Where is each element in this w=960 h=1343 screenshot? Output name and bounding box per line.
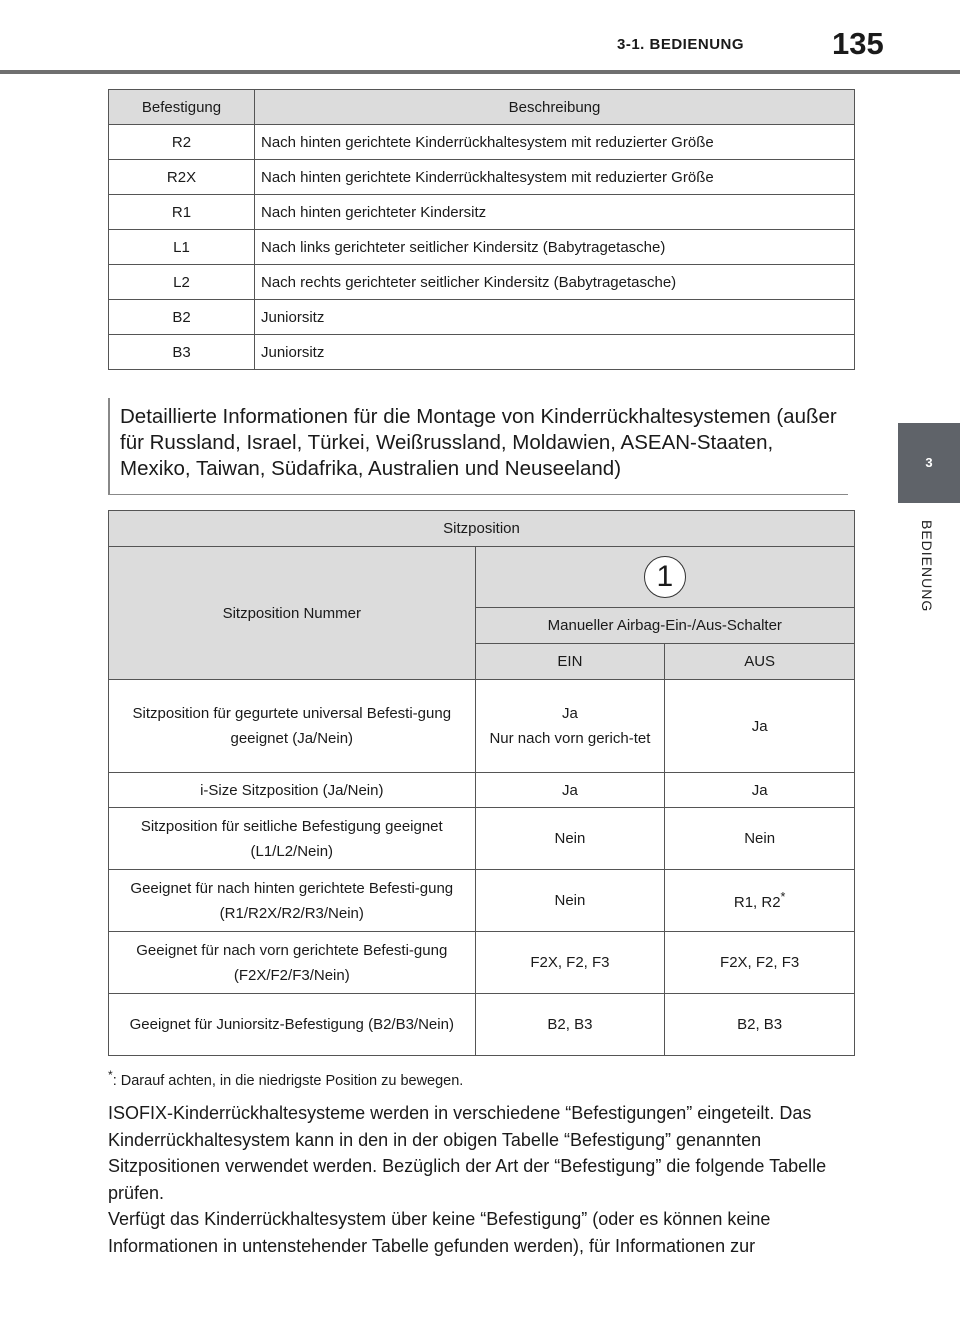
fixture-description: Nach rechts gerichteter seitlicher Kindersitz (Babytragetasche) — [255, 265, 855, 300]
table-title-row — [109, 511, 855, 547]
on-note: Nur nach vorn gerich-tet — [489, 730, 651, 747]
table-row — [109, 160, 855, 195]
table-row — [109, 680, 855, 773]
fixture-code: B3 — [109, 335, 255, 370]
body-paragraph: Verfügt das Kinderrückhaltesystem über keine “Befestigung” (oder es können keine Informationen in untenstehender Tabelle gefunden werden), für Informationen zur — [108, 1209, 771, 1256]
page-number: 135 — [832, 26, 884, 61]
row-on-value: Ja — [475, 773, 665, 808]
fixture-code: L2 — [109, 265, 255, 300]
fixture-description: Nach links gerichteter seitlicher Kindersitz (Babytragetasche) — [255, 230, 855, 265]
row-on-value: B2, B3 — [475, 994, 665, 1056]
seat-number-label: Sitzposition Nummer — [109, 547, 476, 680]
table-title: Sitzposition — [109, 511, 855, 547]
table-row — [109, 230, 855, 265]
table-row — [109, 335, 855, 370]
row-on-value — [475, 680, 665, 773]
table-header-row — [109, 90, 855, 125]
table-row — [109, 265, 855, 300]
footnote-marker: * — [780, 890, 786, 904]
fixture-code: L1 — [109, 230, 255, 265]
header-divider — [0, 70, 960, 74]
table-row — [109, 808, 855, 870]
row-off-value: B2, B3 — [665, 994, 855, 1056]
footnote — [108, 1068, 463, 1089]
row-off-value: F2X, F2, F3 — [665, 932, 855, 994]
chapter-tab: 3 — [898, 423, 960, 503]
seat-position-table — [108, 510, 855, 1056]
section-heading-box — [108, 398, 848, 495]
off-value: R1, R2 — [733, 894, 781, 911]
fixture-code: R2X — [109, 160, 255, 195]
table-header-row — [109, 547, 855, 608]
fixture-code: R2 — [109, 125, 255, 160]
seat-number-cell — [475, 547, 854, 608]
fixture-description: Nach hinten gerichtete Kinderrückhaltesystem mit reduzierter Größe — [255, 160, 855, 195]
column-header: Befestigung — [109, 90, 255, 125]
section-heading: Detaillierte Informationen für die Montage von Kinderrückhaltesystemen (außer für Russland, Israel, Türkei, Weißrussland, Moldawien, ASEAN-Staaten, Mexiko, Taiwan, Südafrika, Australien und Neuseeland) — [120, 405, 837, 480]
table-row — [109, 300, 855, 335]
on-value: Ja — [562, 705, 578, 722]
body-paragraph: ISOFIX-Kinderrückhaltesysteme werden in verschiedene “Befestigungen” eingeteilt. Das Kinderrückhaltesystem kann in den in der obigen Tabelle “Befestigung” genannten Sitzpositionen verwendet werden. Bezüglich der Art der “Befestigung” die folgende Tabelle prüfen. — [108, 1103, 827, 1203]
section-title: 3-1. BEDIENUNG — [617, 36, 745, 53]
chapter-label: BEDIENUNG — [919, 520, 935, 613]
fixture-code: B2 — [109, 300, 255, 335]
row-on-value: Nein — [475, 870, 665, 932]
table-row — [109, 195, 855, 230]
fixture-description: Nach hinten gerichteter Kindersitz — [255, 195, 855, 230]
row-label: Geeignet für nach hinten gerichtete Befesti-gung (R1/R2X/R2/R3/Nein) — [109, 870, 476, 932]
table-row — [109, 870, 855, 932]
fixture-table — [108, 89, 855, 370]
row-off-value — [665, 870, 855, 932]
table-row — [109, 125, 855, 160]
fixture-code: R1 — [109, 195, 255, 230]
body-text — [108, 1100, 868, 1259]
airbag-on-header: EIN — [475, 644, 665, 680]
row-label: Sitzposition für seitliche Befestigung geeignet (L1/L2/Nein) — [109, 808, 476, 870]
row-off-value: Nein — [665, 808, 855, 870]
row-label: i-Size Sitzposition (Ja/Nein) — [109, 773, 476, 808]
row-label: Geeignet für nach vorn gerichtete Befesti-gung (F2X/F2/F3/Nein) — [109, 932, 476, 994]
row-label: Geeignet für Juniorsitz-Befestigung (B2/B3/Nein) — [109, 994, 476, 1056]
row-on-value: Nein — [475, 808, 665, 870]
column-header: Beschreibung — [255, 90, 855, 125]
airbag-switch-label: Manueller Airbag-Ein-/Aus-Schalter — [475, 608, 854, 644]
row-off-value: Ja — [665, 680, 855, 773]
seat-number-badge: 1 — [644, 556, 686, 598]
fixture-description: Juniorsitz — [255, 300, 855, 335]
table-row — [109, 994, 855, 1056]
fixture-description: Juniorsitz — [255, 335, 855, 370]
row-on-value: F2X, F2, F3 — [475, 932, 665, 994]
fixture-description: Nach hinten gerichtete Kinderrückhaltesystem mit reduzierter Größe — [255, 125, 855, 160]
table-row — [109, 773, 855, 808]
row-off-value: Ja — [665, 773, 855, 808]
footnote-marker: * — [108, 1068, 113, 1082]
airbag-off-header: AUS — [665, 644, 855, 680]
row-label: Sitzposition für gegurtete universal Befesti-gung geeignet (Ja/Nein) — [109, 680, 476, 773]
table-row — [109, 932, 855, 994]
footnote-text: : Darauf achten, in die niedrigste Position zu bewegen. — [112, 1072, 464, 1089]
